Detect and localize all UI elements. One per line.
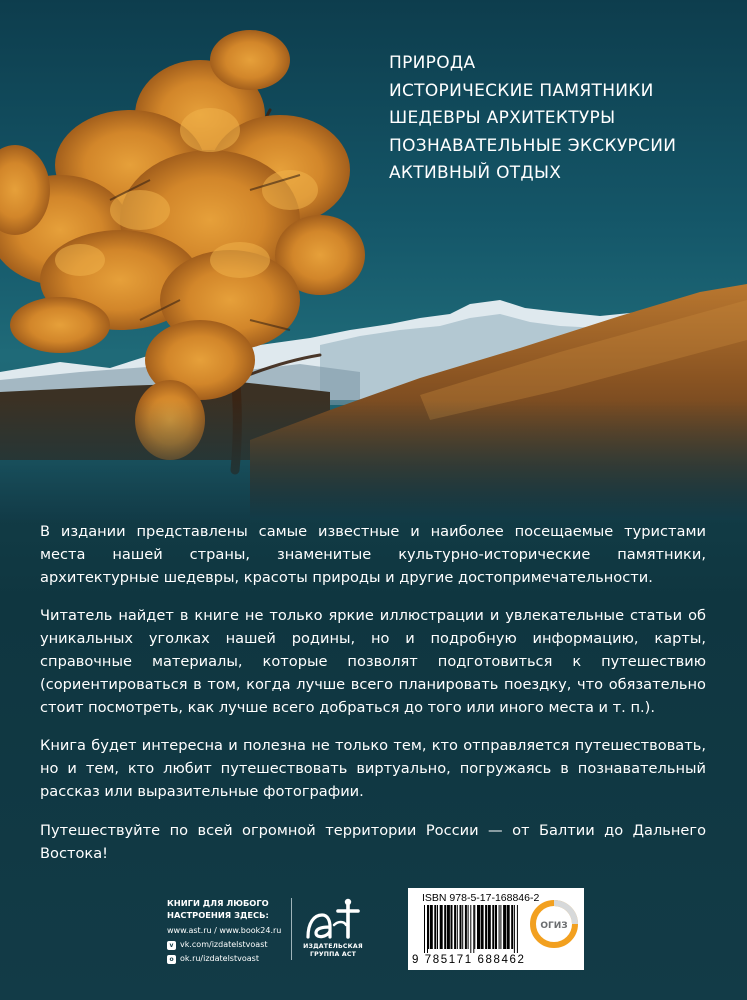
vk-icon: v — [167, 941, 176, 950]
ast-logo — [300, 897, 366, 959]
topic-item: ИСТОРИЧЕСКИЕ ПАМЯТНИКИ — [389, 80, 654, 101]
publisher-links — [167, 924, 297, 966]
book-description — [40, 521, 706, 881]
topics-list — [389, 50, 676, 188]
vk-link[interactable] — [167, 938, 297, 952]
isbn-label: ISBN 978-5-17-168846-2 — [422, 892, 540, 904]
divider — [291, 898, 292, 960]
publisher-heading: КНИГИ ДЛЯ ЛЮБОГО НАСТРОЕНИЯ ЗДЕСЬ: — [167, 898, 269, 920]
ast-logo-icon — [304, 897, 362, 941]
topic-item: ПРИРОДА — [389, 53, 476, 73]
description-paragraph: Книга будет интересна и полезна не только тем, кто отправляется путешествовать, но и тем, кто любит путешествовать виртуально, погружаясь в познавательный рассказ или выразительные фотографии. — [40, 737, 706, 800]
description-paragraph: Путешествуйте по всей огромной территории России — от Балтии до Дальнего Востока! — [40, 821, 706, 862]
description-paragraph: Читатель найдет в книге не только яркие иллюстрации и увлекательные статьи об уникальных уголках нашей родины, но и подробную информацию, карты, справочные материалы, которые позволят подготовиться к путешествию (сориентироваться в том, когда лучше всего планировать поездку, что обязательно стоит посмотреть, как лучше всего добраться до того или иного места и т. п.). — [40, 607, 706, 716]
ok-link[interactable] — [167, 952, 297, 966]
ogiz-logo-text: ОГИЗ — [540, 921, 568, 931]
barcode-number: 9 785171 688462 — [412, 954, 526, 966]
ok-icon: o — [167, 955, 176, 964]
ast-logo-caption: ИЗДАТЕЛЬСКАЯ ГРУППА АСТ — [303, 943, 363, 958]
barcode-icon — [422, 905, 534, 953]
websites-link[interactable]: www.ast.ru / www.book24.ru — [167, 926, 282, 935]
ogiz-logo — [527, 897, 581, 951]
topic-item: ШЕДЕВРЫ АРХИТЕКТУРЫ — [389, 108, 616, 128]
vk-link-text: vk.com/izdatelstvoast — [180, 940, 268, 949]
topic-item: АКТИВНЫЙ ОТДЫХ — [389, 163, 562, 183]
topic-item: ПОЗНАВАТЕЛЬНЫЕ ЭКСКУРСИИ — [389, 135, 677, 156]
publisher-info — [167, 897, 297, 966]
ok-link-text: ok.ru/izdatelstvoast — [180, 954, 259, 963]
description-paragraph: В издании представлены самые известные и наиболее посещаемые туристами места нашей страны, знаменитые культурно-исторические памятники, архитектурные шедевры, красоты природы и другие достопримечательности. — [40, 523, 706, 586]
